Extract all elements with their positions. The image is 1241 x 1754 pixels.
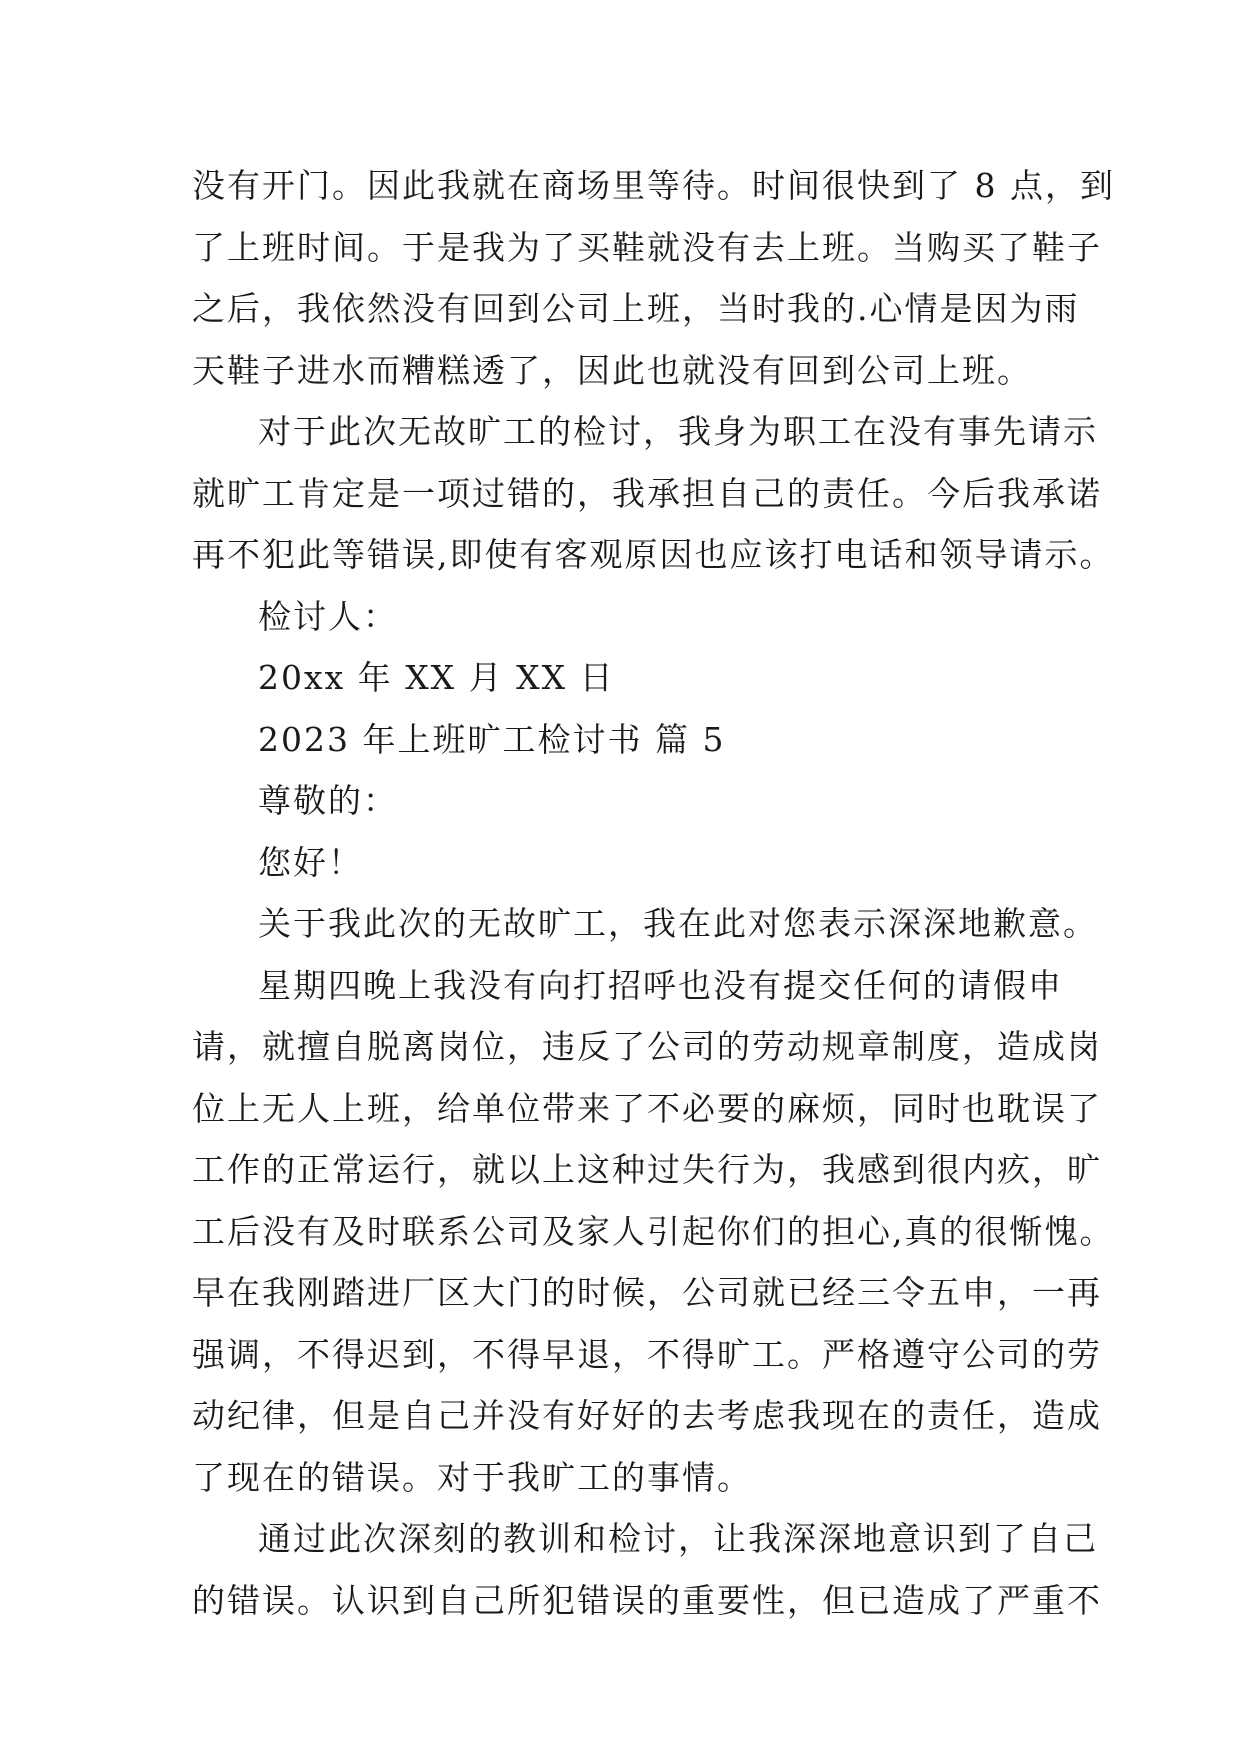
text-line: 动纪律，但是自己并没有好好的去考虑我现在的责任，造成 bbox=[192, 1396, 1102, 1435]
text-line: 2023 年上班旷工检讨书 篇 5 bbox=[258, 719, 726, 759]
text-line: 强调，不得迟到，不得早退，不得旷工。严格遵守公司的劳 bbox=[192, 1334, 1102, 1374]
document-body bbox=[192, 155, 1115, 1631]
text-line: 尊敬的： bbox=[258, 781, 398, 820]
text-line: 的错误。认识到自己所犯错误的重要性，但已造成了严重不 bbox=[192, 1580, 1102, 1620]
text-line: 通过此次深刻的教训和检讨，让我深深地意识到了自己 bbox=[258, 1519, 1098, 1558]
text-line: 检讨人： bbox=[258, 596, 398, 636]
text-line: 了现在的错误。对于我旷工的事情。 bbox=[192, 1457, 752, 1497]
text-line: 没有开门。因此我就在商场里等待。时间很快到了 8 点，到 bbox=[192, 166, 1115, 205]
text-line: 就旷工肯定是一项过错的，我承担自己的责任。今后我承诺 bbox=[192, 473, 1102, 513]
text-line: 对于此次无故旷工的检讨，我身为职工在没有事先请示 bbox=[258, 412, 1098, 451]
text-line: 工后没有及时联系公司及家人引起你们的担心,真的很惭愧。 bbox=[192, 1211, 1115, 1251]
text-line: 星期四晚上我没有向打招呼也没有提交任何的请假申 bbox=[258, 965, 1063, 1005]
text-line: 20xx 年 XX 月 XX 日 bbox=[258, 658, 615, 697]
text-line: 早在我刚踏进厂区大门的时候，公司就已经三令五申，一再 bbox=[192, 1273, 1102, 1312]
text-line: 关于我此次的无故旷工，我在此对您表示深深地歉意。 bbox=[258, 904, 1098, 943]
text-line: 您好！ bbox=[258, 842, 363, 882]
text-line: 了上班时间。于是我为了买鞋就没有去上班。当购买了鞋子 bbox=[192, 227, 1102, 267]
text-line: 工作的正常运行，就以上这种过失行为，我感到很内疚，旷 bbox=[192, 1150, 1102, 1189]
text-line: 请，就擅自脱离岗位，违反了公司的劳动规章制度，造成岗 bbox=[192, 1027, 1102, 1066]
text-line: 再不犯此等错误,即使有客观原因也应该打电话和领导请示。 bbox=[192, 535, 1115, 574]
text-line: 之后，我依然没有回到公司上班，当时我的.心情是因为雨 bbox=[192, 289, 1080, 328]
text-line: 位上无人上班，给单位带来了不必要的麻烦，同时也耽误了 bbox=[192, 1088, 1102, 1128]
text-line: 天鞋子进水而糟糕透了，因此也就没有回到公司上班。 bbox=[192, 350, 1032, 390]
